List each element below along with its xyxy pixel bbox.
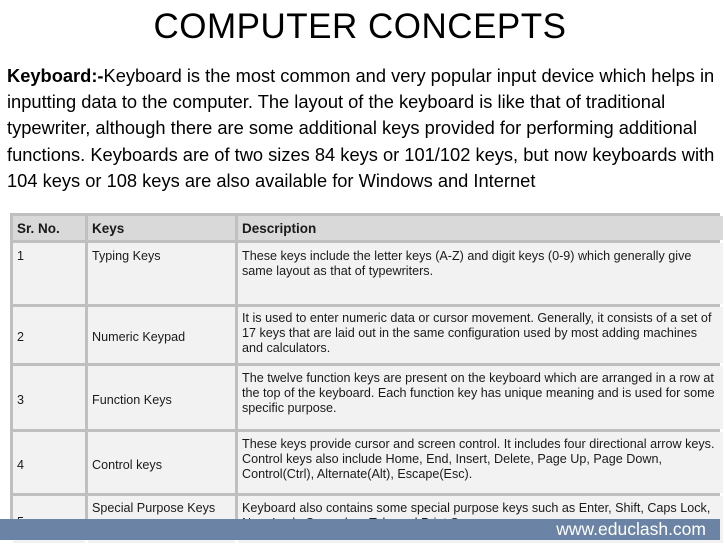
intro-term: Keyboard:- [7,65,104,86]
table-row [13,432,723,493]
row-number: 1 [13,243,85,304]
page-title: COMPUTER CONCEPTS [153,7,567,46]
keys-table [10,213,726,546]
row-keys: Control keys [88,432,235,493]
row-number: 4 [13,432,85,493]
table-header-row [13,216,723,240]
footer-site-link[interactable]: www.educlash.com [556,519,706,539]
row-number: 3 [13,366,85,429]
table-row [13,366,723,429]
intro-text: Keyboard is the most common and very popular input device which helps in inputting data to the computer. The layout of the keyboard is like that of traditional typewriter, although there are some additional keys provided for performing additional functions. Keyboards are of two sizes 84 keys or 101/102 keys, but now keyboards with 104 keys or 108 keys are also available for Windows and Internet [7,65,715,191]
row-keys: Special Purpose Keys [88,496,235,543]
keys-table-container [10,213,720,519]
header-keys: Keys [88,216,235,240]
row-keys: Function Keys [88,366,235,429]
table-row [13,243,723,304]
row-description: It is used to enter numeric data or cursor movement. Generally, it consists of a set of 17 keys that are laid out in the same configuration used by most adding machines and calculators. [238,307,723,363]
row-number: 2 [13,307,85,363]
header-sr-no: Sr. No. [13,216,85,240]
row-description: Keyboard also contains some special purpose keys such as Enter, Shift, Caps Lock, [238,496,723,543]
intro-paragraph [7,63,715,194]
table-row [13,307,723,363]
row-description: These keys provide cursor and screen control. It includes four directional arrow keys. Control keys also include Home, End, Insert, Delete, Page Up, Page Down, Control(Ctrl), Alternate(Alt), Escape(Esc). [238,432,723,493]
row-description: The twelve function keys are present on the keyboard which are arranged in a row at the top of the keyboard. Each function key has unique meaning and is used for some specific purpose. [238,366,723,429]
row-keys: Numeric Keypad [88,307,235,363]
footer-bar [0,519,720,540]
header-description: Description [238,216,723,240]
row-keys: Typing Keys [88,243,235,304]
row-description: These keys include the letter keys (A-Z) and digit keys (0-9) which generally give same layout as that of typewriters. [238,243,723,304]
